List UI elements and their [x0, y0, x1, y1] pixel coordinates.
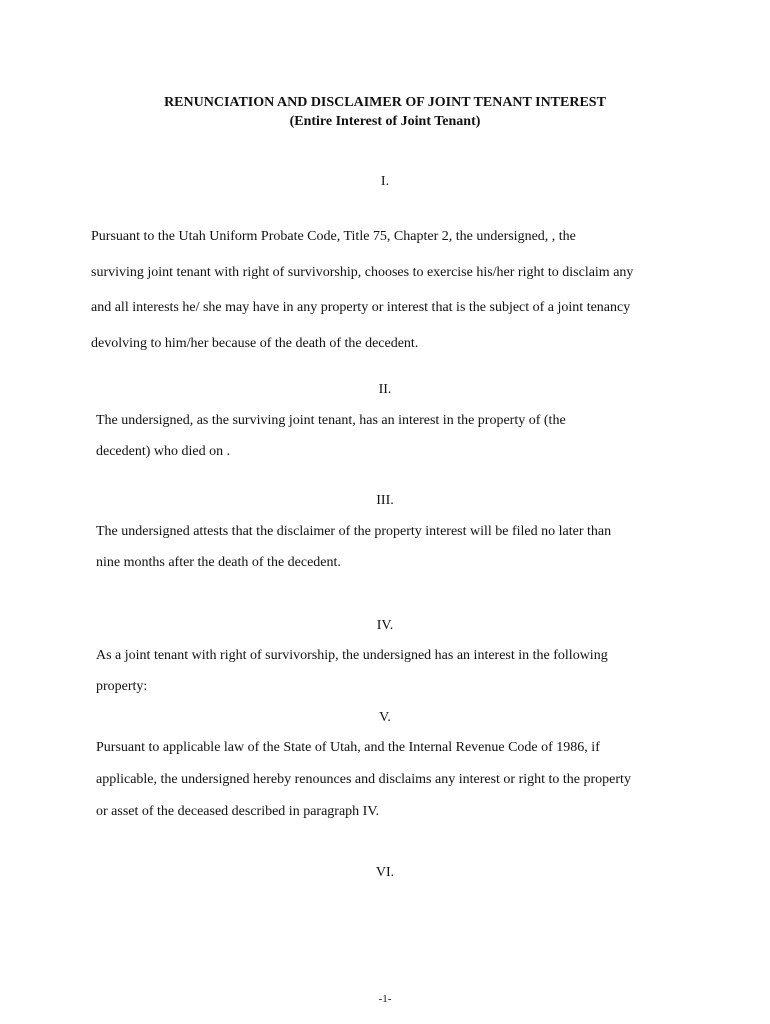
section-heading-iv: IV.: [376, 618, 394, 633]
section-iv-line-2: property:: [96, 679, 148, 694]
section-ii-line-1: The undersigned, as the surviving joint tenant, has an interest in the property of (the: [96, 413, 566, 428]
section-ii-line-2: decedent) who died on .: [96, 444, 231, 459]
section-v-line-3: or asset of the deceased described in paragraph IV.: [96, 804, 380, 819]
section-i-line-3: and all interests he/ she may have in any property or interest that is the subject of a joint tenancy: [91, 300, 631, 315]
section-heading-iii: III.: [376, 493, 394, 508]
section-v-line-2: applicable, the undersigned hereby renounces and disclaims any interest or right to the property: [96, 772, 631, 787]
section-heading-ii: II.: [378, 382, 392, 397]
section-heading-v: V.: [379, 710, 391, 725]
section-heading-i: I.: [380, 174, 390, 189]
section-i-line-2: surviving joint tenant with right of survivorship, chooses to exercise his/her right to disclaim any: [91, 265, 634, 280]
section-i-line-1: Pursuant to the Utah Uniform Probate Code, Title 75, Chapter 2, the undersigned, , the: [91, 229, 576, 244]
section-v-line-1: Pursuant to applicable law of the State of Utah, and the Internal Revenue Code of 1986, if: [96, 740, 600, 755]
section-iv-line-1: As a joint tenant with right of survivorship, the undersigned has an interest in the following: [96, 648, 608, 663]
page-number: -1-: [378, 993, 392, 1005]
document-subtitle: (Entire Interest of Joint Tenant): [289, 114, 481, 129]
section-heading-vi: VI.: [375, 865, 395, 880]
section-i-line-4: devolving to him/her because of the death of the decedent.: [91, 336, 419, 351]
document-title: RENUNCIATION AND DISCLAIMER OF JOINT TENANT INTEREST: [164, 95, 606, 110]
section-iii-line-1: The undersigned attests that the disclaimer of the property interest will be filed no later than: [96, 524, 612, 539]
section-iii-line-2: nine months after the death of the decedent.: [96, 555, 341, 570]
